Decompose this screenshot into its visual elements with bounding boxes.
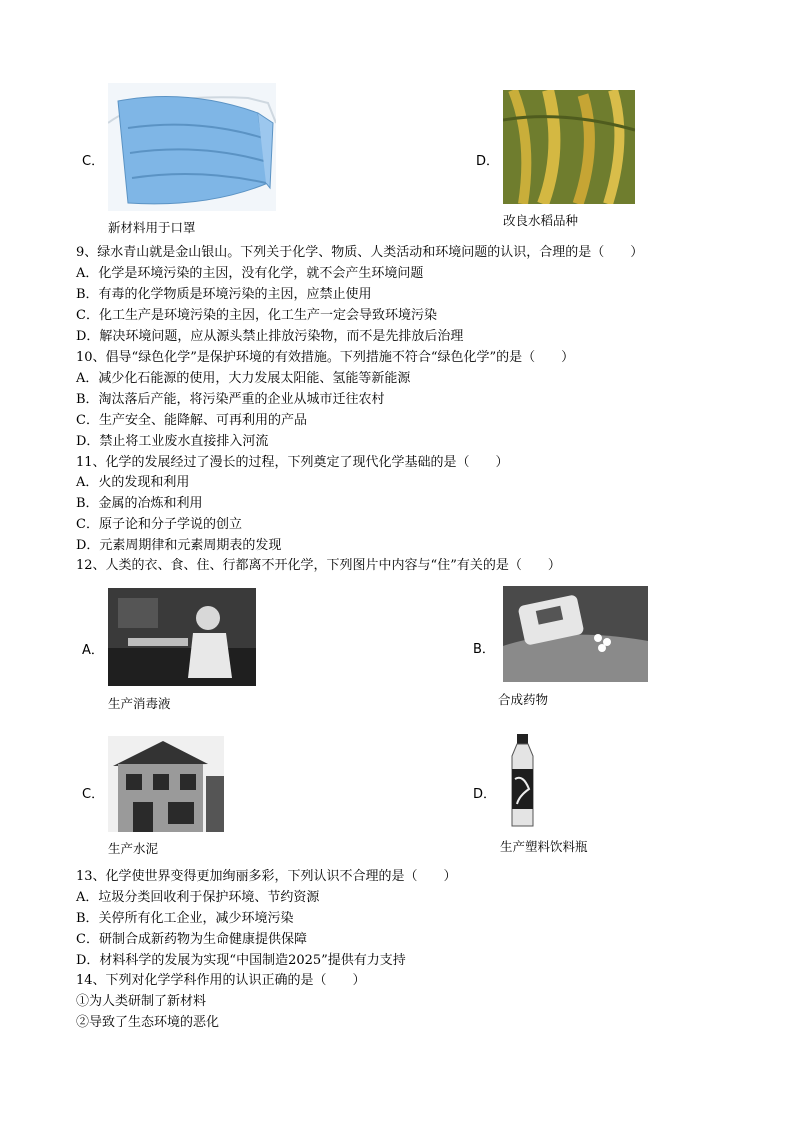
plastic-bottle-photo <box>505 734 540 829</box>
cement-house-photo <box>108 736 224 832</box>
question-11-option-c[interactable]: C．原子论和分子学说的创立 <box>76 517 242 532</box>
question-13-stem: 13、化学使世界变得更加绚丽多彩，下列认识不合理的是（ ） <box>76 869 457 884</box>
disinfectant-caption: 生产消毒液 <box>108 696 171 711</box>
question-14-item-1: ①为人类研制了新材料 <box>76 994 207 1009</box>
option-c-letter: C． <box>82 154 105 169</box>
cement-caption: 生产水泥 <box>108 841 159 856</box>
question-14-item-2: ②导致了生态环境的恶化 <box>76 1015 220 1030</box>
question-10-option-a[interactable]: A．减少化石能源的使用，大力发展太阳能、氢能等新能源 <box>76 371 411 386</box>
plastic-bottle-caption: 生产塑料饮料瓶 <box>500 839 588 854</box>
mask-caption: 新材料用于口罩 <box>108 220 196 235</box>
question-9-option-b[interactable]: B．有毒的化学物质是环境污染的主因，应禁止使用 <box>76 287 372 302</box>
option-c-letter[interactable]: C． <box>82 787 105 802</box>
question-11-option-a[interactable]: A．火的发现和利用 <box>76 475 190 490</box>
question-9-option-a[interactable]: A．化学是环境污染的主因，没有化学，就不会产生环境问题 <box>76 266 424 281</box>
question-11-option-b[interactable]: B．金属的冶炼和利用 <box>76 496 203 511</box>
question-14-stem: 14、下列对化学学科作用的认识正确的是（ ） <box>76 973 366 988</box>
question-9-option-c[interactable]: C．化工生产是环境污染的主因，化工生产一定会导致环境污染 <box>76 308 437 323</box>
disinfectant-photo <box>108 588 256 686</box>
question-9-option-d[interactable]: D．解决环境问题，应从源头禁止排放污染物，而不是先排放后治理 <box>76 329 464 344</box>
question-10-stem: 10、倡导“绿色化学”是保护环境的有效措施。下列措施不符合“绿色化学”的是（ ） <box>76 350 575 365</box>
medicine-caption: 合成药物 <box>498 692 549 707</box>
option-d-letter[interactable]: D． <box>473 787 497 802</box>
question-13-option-b[interactable]: B．关停所有化工企业，减少环境污染 <box>76 911 294 926</box>
question-11-option-d[interactable]: D．元素周期律和元素周期表的发现 <box>76 538 282 553</box>
question-13-option-c[interactable]: C．研制合成新药物为生命健康提供保障 <box>76 932 307 947</box>
rice-image <box>503 90 635 204</box>
question-10-option-d[interactable]: D．禁止将工业废水直接排入河流 <box>76 434 269 449</box>
rice-caption: 改良水稻品种 <box>503 213 579 228</box>
question-9-stem: 9、绿水青山就是金山银山。下列关于化学、物质、人类活动和环境问题的认识，合理的是（ ） <box>76 245 644 260</box>
question-12-stem: 12、人类的衣、食、住、行都离不开化学，下列图片中内容与“住”有关的是（ ） <box>76 558 561 573</box>
question-10-option-b[interactable]: B．淘汰落后产能，将污染严重的企业从城市迁往农村 <box>76 392 385 407</box>
question-10-option-c[interactable]: C．生产安全、能降解、可再利用的产品 <box>76 413 307 428</box>
question-13-option-d[interactable]: D．材料科学的发展为实现“中国制造2025”提供有力支持 <box>76 953 406 968</box>
question-11-stem: 11、化学的发展经过了漫长的过程，下列奠定了现代化学基础的是（ ） <box>76 455 509 470</box>
option-d-letter: D． <box>476 154 500 169</box>
mask-image <box>108 83 276 211</box>
question-13-option-a[interactable]: A．垃圾分类回收利于保护环境、节约资源 <box>76 890 320 905</box>
option-b-letter[interactable]: B． <box>473 642 495 657</box>
medicine-photo <box>503 586 648 682</box>
option-a-letter[interactable]: A． <box>82 643 104 658</box>
